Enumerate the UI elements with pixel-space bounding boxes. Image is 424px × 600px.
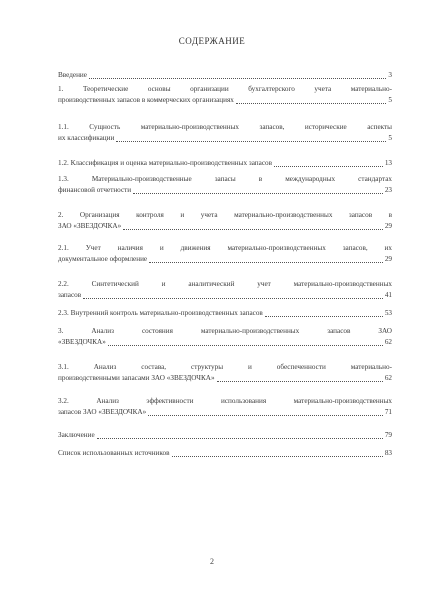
toc-entry [58, 174, 392, 196]
toc-entry [58, 279, 392, 301]
toc-entry-text: 2. Организация контроля и учета материально-производственных запасов в [58, 211, 392, 219]
toc-page-number: 62 [384, 338, 392, 346]
dot-leader [133, 187, 383, 194]
toc-entry [58, 396, 392, 418]
toc-page-number: 83 [384, 449, 392, 457]
toc-entry-text: 3. Анализ состояния материально-производственных запасов ЗАО [58, 327, 392, 335]
toc-entry-text: 3.1. Анализ состава, структуры и обеспеченности материально- [58, 363, 392, 371]
toc-entry-text: запасов [58, 291, 82, 299]
toc-entry [58, 158, 392, 169]
page-title: СОДЕРЖАНИЕ [178, 36, 246, 46]
toc-page-number: 29 [384, 255, 392, 263]
toc-entry-text: «ЗВЕЗДОЧКА» [58, 338, 106, 346]
toc-entry [58, 122, 392, 144]
toc-entry-text: производственных запасов в коммерческих организациях [58, 96, 234, 104]
toc-entry-text: 1.2. Классификация и оценка материально-производственных запасов [58, 159, 273, 167]
toc-entry-text: 2.3. Внутренний контроль материально-производственных запасов [58, 309, 263, 317]
toc-entry-text: 2.2. Синтетический и аналитический учет материально-производственных [58, 280, 392, 288]
toc-entry-text: 1. Теоретические основы организации бухгалтерского учета материально- [58, 85, 392, 93]
toc-entry [58, 362, 392, 384]
toc-entry [58, 430, 392, 441]
dot-leader [108, 339, 383, 346]
toc-entry [58, 448, 392, 459]
toc-entry-text: ЗАО «ЗВЕЗДОЧКА» [58, 222, 122, 230]
toc-entry-text: их классификации [58, 134, 115, 142]
dot-leader [83, 292, 383, 299]
dot-leader [97, 432, 383, 439]
toc-page-number: 79 [384, 431, 392, 439]
dot-leader [89, 72, 386, 79]
toc-page-number: 41 [384, 291, 392, 299]
toc-entry-text: 3.2. Анализ эффективности использования материально-производственных [58, 397, 392, 405]
toc-page-number: 53 [384, 309, 392, 317]
toc-entry-text: Заключение [58, 431, 95, 439]
dot-leader [265, 310, 383, 317]
dot-leader [217, 375, 383, 382]
toc-entry-text: Список использованных источников [58, 449, 170, 457]
toc-entry-text: 1.3. Материально-производственные запасы в международных стандартах [58, 175, 392, 183]
dot-leader [274, 160, 383, 167]
dot-leader [148, 409, 383, 416]
dot-leader [116, 135, 386, 142]
toc-page-number: 5 [388, 96, 392, 104]
toc-entry-text: 2.1. Учет наличия и движения материально-производственных запасов, их [58, 244, 392, 252]
dot-leader [123, 223, 383, 230]
toc-entry [58, 308, 392, 319]
dot-leader [172, 450, 383, 457]
toc-page-number: 29 [384, 222, 392, 230]
toc-entry [58, 84, 392, 106]
dot-leader [236, 97, 387, 104]
toc-page-number: 3 [388, 71, 392, 79]
dot-leader [149, 256, 383, 263]
toc-entry [58, 326, 392, 348]
toc-entry-text: запасов ЗАО «ЗВЕЗДОЧКА» [58, 408, 147, 416]
toc-page-number: 23 [384, 186, 392, 194]
toc-page-number: 71 [384, 408, 392, 416]
toc-entry [58, 70, 392, 81]
toc-page-number: 13 [384, 159, 392, 167]
toc-entry-text: 1.1. Сущность материально-производственных запасов, исторические аспекты [58, 123, 392, 131]
toc-entry-text: документальное оформление [58, 255, 148, 263]
toc-entry [58, 210, 392, 232]
page-number: 2 [210, 557, 214, 566]
toc-page-number: 5 [388, 134, 392, 142]
toc-entry-text: Введение [58, 71, 87, 79]
toc-page-number: 62 [384, 374, 392, 382]
toc-entry [58, 243, 392, 265]
toc-entry-text: производственными запасами ЗАО «ЗВЕЗДОЧКА» [58, 374, 215, 382]
toc-entry-text: финансовой отчетности [58, 186, 132, 194]
